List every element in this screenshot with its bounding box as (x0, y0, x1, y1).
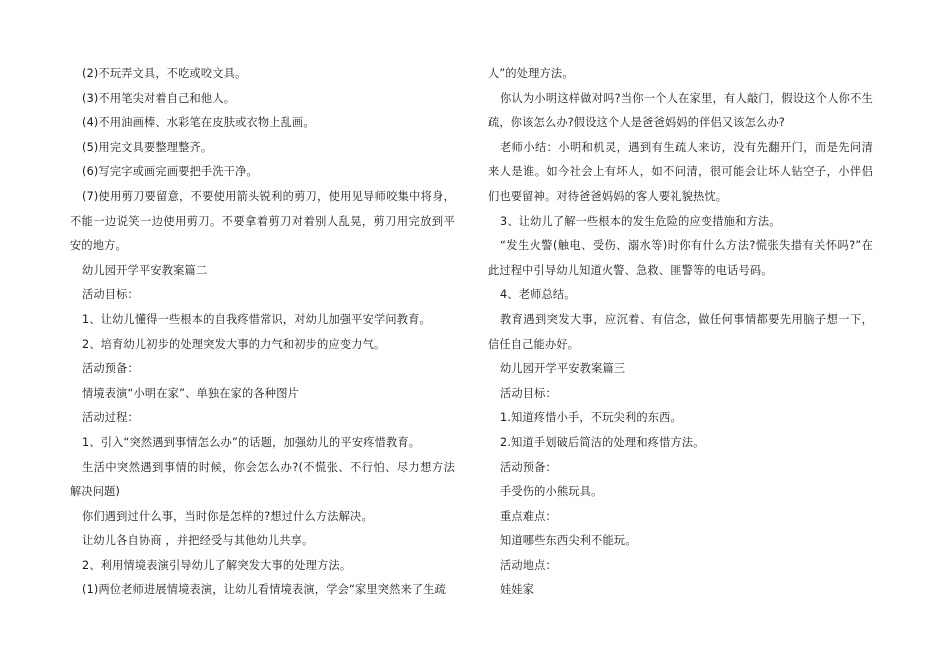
paragraph: 2、利用情境表演引导幼儿了解突发大事的处理方法。 (82, 558, 352, 572)
paragraph: 活动目标： (500, 386, 557, 400)
paragraph: 你们遇到过什么事，当时你是怎样的?想过什么方法解决。 (82, 509, 373, 523)
paragraph: 老师小结：小明和机灵，遇到有生疏人来访，没有先翻开门，而是先问清来人是谁。如今社会上有坏人，如不问清，很可能会让坏人钻空子，小伴侣们也要留神。对待爸爸妈妈的客人要礼貌热忱。 (488, 140, 873, 203)
paragraph: (7)使用剪刀要留意，不要使用箭头锐利的剪刀，使用见导师咬集中将身，不能一边说笑一边使用剪刀。不要拿着剪刀对着别人乱晃，剪刀用完放到平安的地方。 (70, 189, 455, 253)
paragraph: 2、培育幼儿初步的处理突发大事的力气和初步的应变力气。 (82, 337, 386, 351)
paragraph: 3、让幼儿了解一些根本的发生危险的应变措施和方法。 (500, 214, 781, 228)
paragraph: 1、引入“突然遇到事情怎么办”的话题，加强幼儿的平安疼惜教育。 (82, 435, 421, 449)
paragraph: 手受伤的小熊玩具。 (500, 485, 603, 499)
paragraph: 情境表演“小明在家”、单独在家的各种图片 (82, 386, 299, 400)
paragraph: 活动地点： (500, 558, 557, 572)
paragraph: (5)用完文具要整理整齐。 (82, 140, 213, 154)
paragraph: (4)不用油画棒、水彩笔在皮肤或衣物上乱画。 (82, 116, 315, 130)
paragraph: 教育遇到突发大事，应沉着、有信念，做任何事情都要先用脑子想一下，信任自己能办好。 (488, 312, 873, 351)
paragraph: (2)不玩弄文具，不吃或咬文具。 (82, 67, 247, 80)
paragraph: 活动预备： (82, 362, 139, 376)
paragraph: 2.知道手划破后简洁的处理和疼惜方法。 (500, 435, 705, 449)
paragraph: 生活中突然遇到事情的时候，你会怎么办?(不慌张、不行怕、尽力想方法解决问题) (70, 460, 455, 499)
paragraph: 活动预备： (500, 460, 557, 474)
paragraph: 重点难点： (500, 509, 557, 523)
paragraph: 幼儿园开学平安教案篇三 (500, 362, 626, 376)
paragraph: 让幼儿各自协商 ，并把经受与其他幼儿共享。 (82, 534, 314, 548)
paragraph: (1)两位老师进展情境表演，让幼儿看情境表演，学会“家里突然来了生疏 (82, 583, 447, 597)
paragraph: 活动过程： (82, 411, 139, 425)
paragraph: “发生火警(触电、受伤、溺水等)时你有什么方法?慌张失措有关怀吗?”在此过程中引导幼儿知道火警、急救、匪警等的电话号码。 (488, 239, 873, 277)
paragraph: 幼儿园开学平安教案篇二 (82, 263, 208, 277)
paragraph: 4、老师总结。 (500, 288, 576, 302)
paragraph: 娃娃家 (500, 583, 535, 597)
paragraph: (3)不用笔尖对着自己和他人。 (82, 91, 236, 105)
paragraph: 知道哪些东西尖利不能玩。 (500, 534, 637, 548)
paragraph: (6)写完字或画完画要把手洗干净。 (82, 165, 258, 179)
paragraph: 活动目标： (82, 288, 139, 302)
left-column (70, 62, 455, 603)
right-column (488, 62, 873, 603)
paragraph: 人”的处理方法。 (488, 67, 574, 80)
paragraph: 你认为小明这样做对吗?当你一个人在家里，有人敲门，假设这个人你不生疏，你该怎么办?假设这个人是爸爸妈妈的伴侣又该怎么办? (488, 91, 873, 130)
paragraph: 1、让幼儿懂得一些根本的自我疼惜常识，对幼儿加强平安学问教育。 (82, 312, 431, 326)
paragraph: 1.知道疼惜小手，不玩尖利的东西。 (500, 411, 682, 425)
